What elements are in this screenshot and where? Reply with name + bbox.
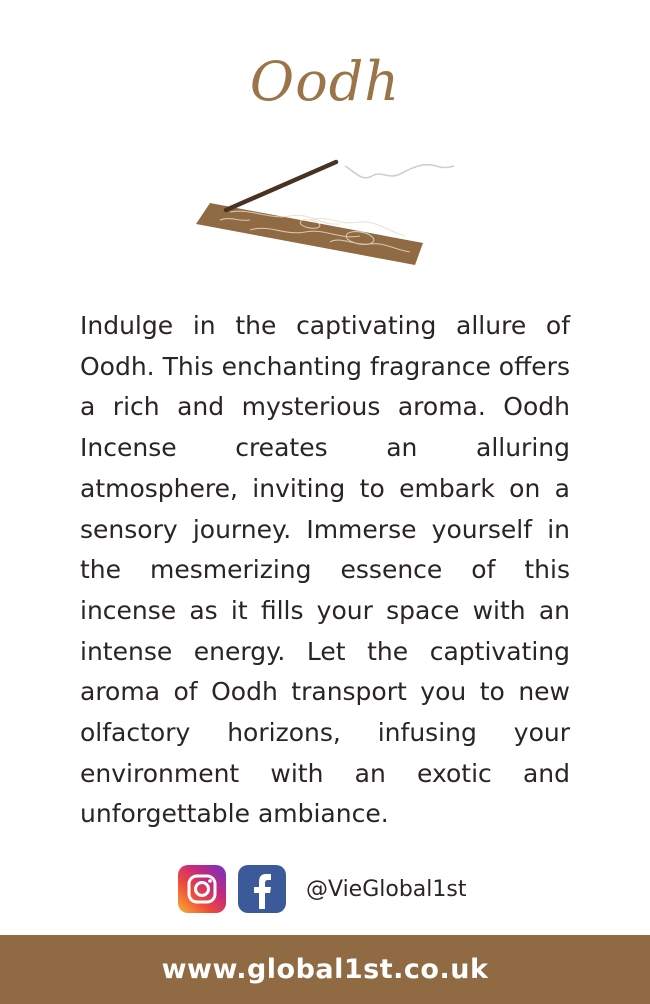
footer-bar: [0, 935, 650, 1004]
facebook-icon[interactable]: [238, 865, 286, 913]
incense-stick-icon: [190, 150, 460, 270]
website-link[interactable]: www.global1st.co.uk: [161, 954, 489, 985]
description-text: Indulge in the captivating allure of Oodh. This enchanting fragrance offers a rich and mysterious aroma. Oodh Incense creates an alluring atmosphere, inviting to embark on a sensory journey. Immerse yourself in the mesmerizing essence of this incense as it fills your space with an intense energy. Let the captivating aroma of Oodh transport you to new olfactory horizons, infusing your environment with an exotic and unforgettable ambiance.: [80, 311, 570, 829]
incense-stick: [226, 162, 336, 210]
incense-illustration: [190, 150, 460, 270]
incense-holder: [196, 203, 423, 265]
social-handle: @VieGlobal1st: [306, 876, 467, 902]
social-links: [178, 865, 466, 913]
page-title: Oodh: [249, 50, 401, 113]
instagram-icon[interactable]: [178, 865, 226, 913]
smoke-trail: [345, 165, 454, 178]
